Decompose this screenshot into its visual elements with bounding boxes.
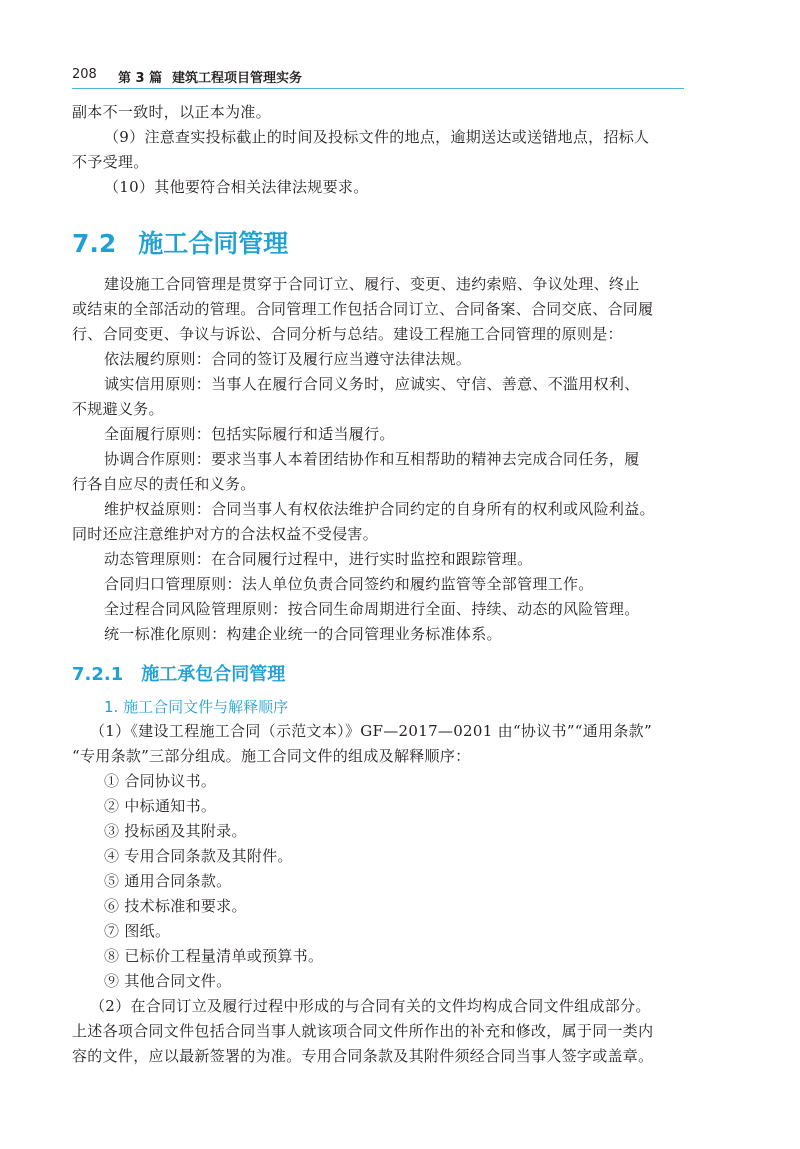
text-line: 或结束的全部活动的管理。合同管理工作包括合同订立、合同备案、合同交底、合同履 — [72, 300, 654, 318]
list-item: ⑤ 通用合同条款。 — [104, 872, 232, 890]
list-item: ④ 专用合同条款及其附件。 — [104, 847, 293, 865]
text-line: 全过程合同风险管理原则：按合同生命周期进行全面、持续、动态的风险管理。 — [104, 600, 640, 618]
text-line: 协调合作原则：要求当事人本着团结协作和互相帮助的精神去完成合同任务，履 — [104, 450, 640, 468]
page-header — [72, 64, 684, 89]
text-line: 全面履行原则：包括实际履行和适当履行。 — [104, 425, 395, 443]
text-line: 不予受理。 — [72, 153, 149, 171]
text-line: 同时还应注意维护对方的合法权益不受侵害。 — [72, 525, 379, 543]
text-line: 不规避义务。 — [72, 400, 164, 418]
text-line: “专用条款”三部分组成。施工合同文件的组成及解释顺序： — [72, 747, 471, 765]
text-line: 合同归口管理原则：法人单位负责合同签约和履约监管等全部管理工作。 — [104, 575, 594, 593]
subsection-heading — [72, 660, 285, 686]
text-line: 维护权益原则：合同当事人有权依法维护合同约定的自身所有的权利或风险利益。 — [104, 500, 655, 518]
text-line: （2）在合同订立及履行过程中形成的与合同有关的文件均构成合同文件组成部分。 — [90, 997, 651, 1015]
subsection-title: 施工承包合同管理 — [141, 664, 286, 685]
text-line: 副本不一致时，以正本为准。 — [72, 103, 271, 121]
list-item: ③ 投标函及其附录。 — [104, 822, 247, 840]
subsubsection-heading: 1. 施工合同文件与解释顺序 — [104, 698, 289, 716]
text-line: 统一标准化原则：构建企业统一的合同管理业务标准体系。 — [104, 625, 502, 643]
text-line: 容的文件，应以最新签署的为准。专用合同条款及其附件须经合同当事人签字或盖章。 — [72, 1047, 654, 1065]
list-item: ② 中标通知书。 — [104, 797, 217, 815]
text-line: 行各自应尽的责任和义务。 — [72, 475, 256, 493]
section-heading — [72, 224, 288, 260]
text-line: 依法履约原则：合同的签订及履行应当遵守法律法规。 — [104, 350, 472, 368]
section-number: 7.2 — [72, 229, 117, 258]
text-line: （1）《建设工程施工合同（示范文本）》GF—2017—0201 由“协议书”“通用条款” — [90, 722, 652, 740]
list-item: ① 合同协议书。 — [104, 772, 217, 790]
text-line: 动态管理原则：在合同履行过程中，进行实时监控和跟踪管理。 — [104, 550, 533, 568]
list-item: ⑨ 其他合同文件。 — [104, 972, 232, 990]
text-line: 行、合同变更、争议与诉讼、合同分析与总结。建设工程施工合同管理的原则是： — [72, 325, 623, 343]
text-line: （9）注意查实投标截止的时间及投标文件的地点，逾期送达或送错地点，招标人 — [104, 128, 650, 146]
page-number: 208 — [72, 67, 97, 82]
book-title: 建筑工程项目管理实务 — [172, 71, 303, 86]
list-item: ⑧ 已标价工程量清单或预算书。 — [104, 947, 324, 965]
part-label: 第 3 篇 — [118, 71, 163, 86]
list-item: ⑦ 图纸。 — [104, 922, 171, 940]
text-line: 建设施工合同管理是贯穿于合同订立、履行、变更、违约索赔、争议处理、终止 — [104, 275, 640, 293]
text-line: 上述各项合同文件包括合同当事人就该项合同文件所作出的补充和修改，属于同一类内 — [72, 1022, 654, 1040]
text-line: 诚实信用原则：当事人在履行合同义务时，应诚实、守信、善意、不滥用权利、 — [104, 375, 640, 393]
list-item: ⑥ 技术标准和要求。 — [104, 897, 247, 915]
text-line: （10）其他要符合相关法律法规要求。 — [104, 178, 369, 196]
subsection-number: 7.2.1 — [72, 664, 124, 685]
section-title: 施工合同管理 — [138, 229, 289, 258]
